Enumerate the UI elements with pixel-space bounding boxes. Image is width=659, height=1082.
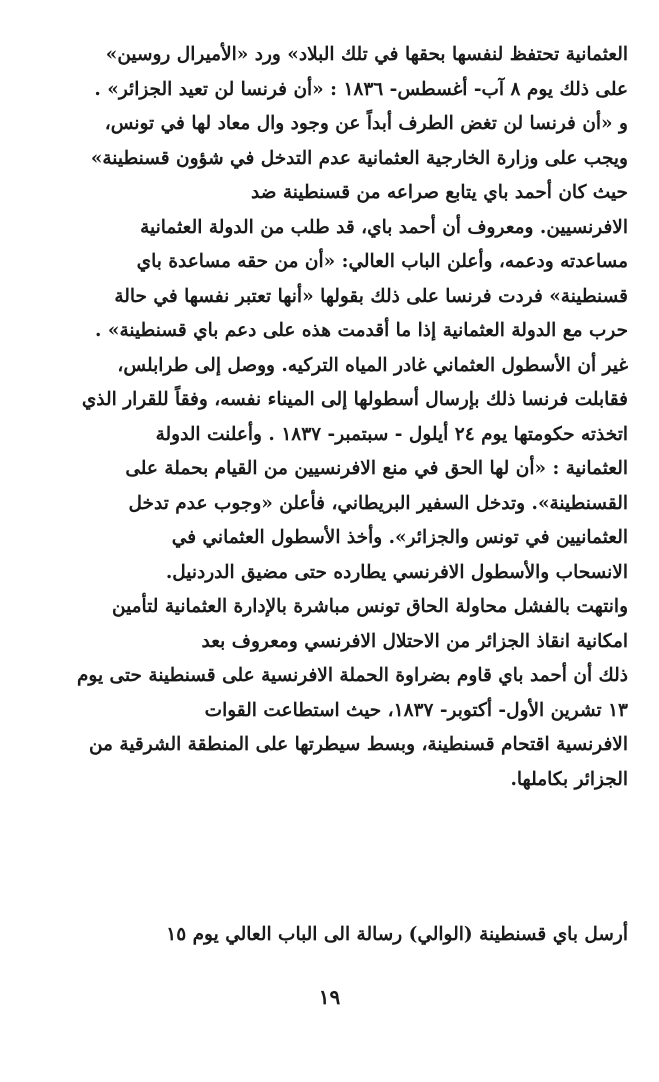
- text-line: وانتهت بالفشل محاولة الحاق تونس مباشرة بالإدارة العثمانية لتأمين: [111, 596, 628, 617]
- text-line: مساعدته ودعمه، وأعلن الباب العالي: «أن من حقه مساعدة باي: [136, 251, 628, 272]
- text-line: الافرنسيين. ومعروف أن أحمد باي، قد طلب من الدولة العثمانية: [140, 216, 628, 238]
- text-line: امكانية انقاذ الجزائر من الاحتلال الافرنسي ومعروف بعد: [201, 630, 628, 652]
- text-line: العثمانيين في تونس والجزائر». وأخذ الأسطول العثماني في: [171, 527, 628, 548]
- text-line: الانسحاب والأسطول الافرنسي يطارده حتى مضيق الدردنيل.: [165, 561, 628, 583]
- text-line: ذلك أن أحمد باي قاوم بضراوة الحملة الافرنسية على قسنطينة حتى يوم: [76, 665, 628, 686]
- text-line: ويجب على وزارة الخارجية العثمانية عدم التدخل في شؤون قسنطينة»: [90, 147, 628, 169]
- text-line: اتخذته حكومتها يوم ٢٤ أيلول - سبتمبر- ١٨٣٧ . وأعلنت الدولة: [155, 423, 628, 445]
- body-text: [20, 38, 628, 797]
- text-line: العثمانية تحتفظ لنفسها بحقها في تلك البلاد» ورد «الأميرال روسين»: [105, 44, 628, 65]
- text-line: العثمانية : «أن لها الحق في منع الافرنسيين من القيام بحملة على: [125, 458, 628, 479]
- text-line: ١٣ تشرين الأول- أكتوبر- ١٨٣٧، حيث استطاعت القوات: [204, 699, 628, 721]
- text-line: غير أن الأسطول العثماني غادر المياه التركيه. ووصل إلى طرابلس،: [117, 354, 628, 376]
- text-line: حيث كان أحمد باي يتابع صراعه من قسنطينة ضد: [251, 182, 628, 203]
- text-line: الجزائر بكاملها.: [510, 768, 628, 790]
- text-line: قسنطينة» فردت فرنسا على ذلك بقولها «أنها تعتبر نفسها في حالة: [114, 285, 628, 307]
- text-line: فقابلت فرنسا ذلك بإرسال أسطولها إلى الميناء نفسه، وفقاً للقرار الذي: [81, 389, 628, 410]
- text-line: على ذلك يوم ٨ آب- أغسطس- ١٨٣٦ : «أن فرنسا لن تعيد الجزائر» .: [94, 78, 628, 100]
- text-line: الافرنسية اقتحام قسنطينة، وبسط سيطرتها على المنطقة الشرقية من: [88, 734, 628, 755]
- text-line: حرب مع الدولة العثمانية إذا ما أقدمت هذه على دعم باي قسنطينة» .: [95, 320, 628, 341]
- next-paragraph-line: أرسل باي قسنطينة (الوالي) رسالة الى الباب العالي يوم ١٥: [166, 924, 628, 945]
- text-line: القسنطينة». وتدخل السفير البريطاني، فأعلن «وجوب عدم تدخل: [128, 492, 628, 514]
- text-line: و «أن فرنسا لن تغض الطرف أبداً عن وجود وال معاد لها في تونس،: [104, 113, 628, 134]
- page-number: ١٩: [318, 985, 341, 1009]
